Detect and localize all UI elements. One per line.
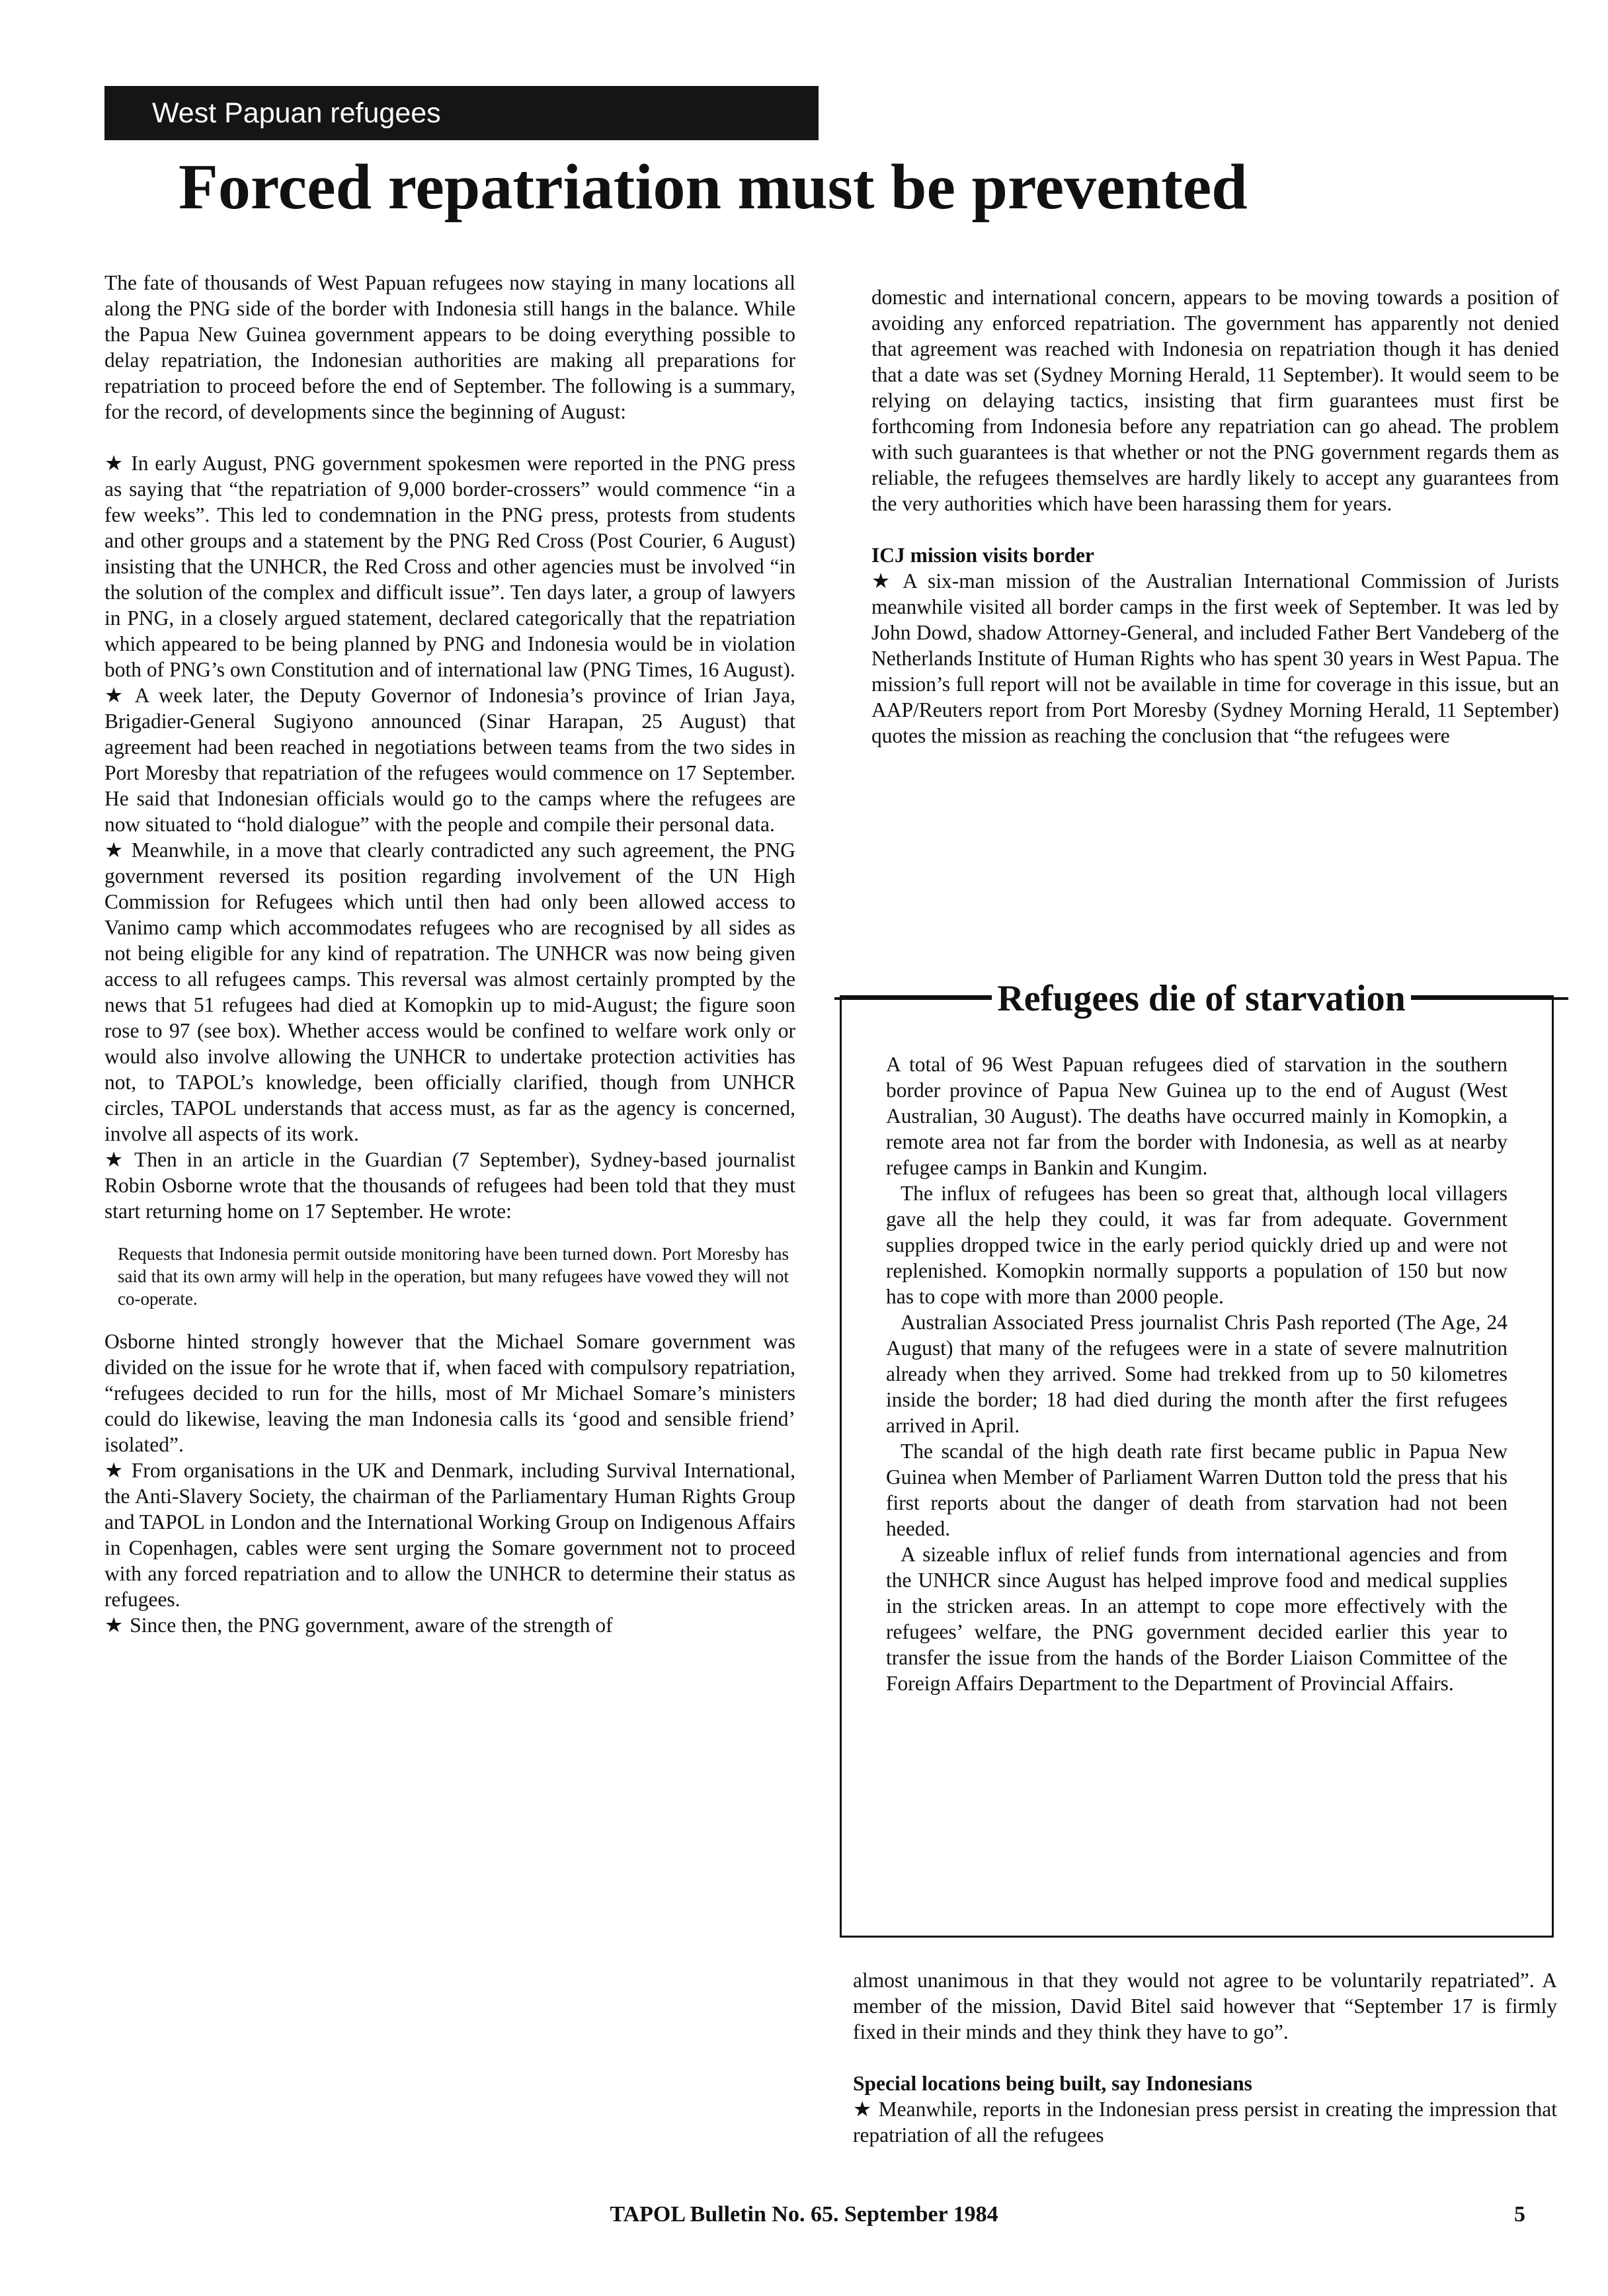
- title-rule-right: [1411, 997, 1568, 1000]
- star-bullet-icon: ★: [104, 684, 128, 707]
- box-paragraph: A sizeable influx of relief funds from international agencies and from the UNHCR since August has helped improve food and medical supplies in the stricken areas. In an attempt to cope more effectively with the refugees’ welfare, the PNG government decided earlier this year to transfer the issue from the hands of the Border Liaison Committee of the Foreign Affairs Department to the Department of Provincial Affairs.: [886, 1543, 1508, 1695]
- box-title: [834, 975, 1568, 1022]
- bullet-paragraph: ★ Since then, the PNG government, aware of the strength of: [104, 1614, 613, 1637]
- right-column-top: [871, 284, 1559, 749]
- box-title-text: Refugees die of starvation: [992, 975, 1410, 1022]
- bullet-paragraph: ★ In early August, PNG government spokesmen were reported in the PNG press as saying that “the repatriation of 9,000 border-crossers” would commence “in a few weeks”. This led to condemnation in the PNG press, protests from students and other groups and a statement by the PNG Red Cross (Post Courier, 6 August) insisting that the UNHCR, the Red Cross and other agencies must be involved “in the solution of the complex and difficult issue”. Ten days later, a group of lawyers in PNG, in a closely argued statement, declared categorically that the repatriation which appeared to be being planned by PNG and Indonesia would be in violation both of PNG’s own Constitution and of international law (PNG Times, 16 August).: [104, 452, 795, 681]
- box-body: [886, 1051, 1508, 1696]
- box-paragraph: The scandal of the high death rate first became public in Papua New Guinea when Member of Parliament Warren Dutton told the press that his first reports about the danger of death from starvation had not been heeded.: [886, 1440, 1508, 1540]
- star-bullet-icon: ★: [853, 2098, 872, 2121]
- star-bullet-icon: ★: [871, 569, 897, 593]
- section-banner: West Papuan refugees: [104, 86, 819, 140]
- intro-paragraph: The fate of thousands of West Papuan refugees now staying in many locations all along the PNG side of the border with Indonesia still hangs in the balance. While the Papua New Guinea government appears to be doing everything possible to delay repatriation, the Indonesian authorities are making all preparations for repatriation to proceed before the end of September. The following is a summary, for the record, of developments since the beginning of August:: [104, 271, 795, 423]
- bullet-paragraph: ★ Meanwhile, reports in the Indonesian press persist in creating the impression that repatriation of all the refugees: [853, 2098, 1557, 2147]
- star-bullet-icon: ★: [104, 839, 125, 862]
- body-paragraph: almost unanimous in that they would not agree to be voluntarily repatriated”. A member of the mission, David Bitel said however that “September 17 is firmly fixed in their minds and they think they have to go”.: [853, 1969, 1557, 2043]
- footer-citation: TAPOL Bulletin No. 65. September 1984: [610, 2202, 998, 2227]
- box-paragraph: Australian Associated Press journalist Chris Pash reported (The Age, 24 August) that many of the refugees were in a state of severe malnutrition already when they arrived. Some had trekked from up to 50 kilometres inside the border; 18 had died during the month after the first refugees arrived in April.: [886, 1311, 1508, 1437]
- subheading-icj-mission: ICJ mission visits border: [871, 544, 1094, 567]
- page-number: 5: [1514, 2202, 1525, 2227]
- block-quote: Requests that Indonesia permit outside monitoring have been turned down. Port Moresby has said that its own army will help in the operation, but many refugees have vowed they will not co-operate.: [118, 1244, 789, 1309]
- box-paragraph: A total of 96 West Papuan refugees died of starvation in the southern border province of Papua New Guinea up to the end of August (West Australian, 30 August). The deaths have occurred mainly in Komopkin, a remote area not far from the border with Indonesia, as well as at nearby refugee camps in Bankin and Kungim.: [886, 1053, 1508, 1179]
- star-bullet-icon: ★: [104, 452, 125, 475]
- bullet-paragraph: ★ A week later, the Deputy Governor of Indonesia’s province of Irian Jaya, Brigadier-General Sugiyono announced (Sinar Harapan, 25 August) that agreement had been reached in negotiations between teams from the two sides in Port Moresby that repatriation of the refugees would commence on 17 September. He said that Indonesian officials would go to the camps where the refugees are now situated to “hold dialogue” with the people and compile their personal data.: [104, 684, 795, 836]
- title-rule-left: [834, 997, 992, 1000]
- left-column: [104, 270, 795, 1638]
- right-column-bottom: [853, 1967, 1557, 2148]
- star-bullet-icon: ★: [104, 1614, 124, 1637]
- star-bullet-icon: ★: [104, 1459, 125, 1482]
- body-paragraph: domestic and international concern, appears to be moving towards a position of avoiding any enforced repatriation. The government has apparently not denied that agreement was reached with Indonesia on repatriation though it has denied that a date was set (Sydney Morning Herald, 11 September). It would seem to be relying on delaying tactics, insisting that firm guarantees must first be forthcoming from Indonesia before any repatriation can go ahead. The problem with such guarantees is that whether or not the PNG government regards them as reliable, the refugees themselves are hardly likely to accept any guarantees from the very authorities which have been harassing them for years.: [871, 286, 1559, 515]
- body-paragraph: Osborne hinted strongly however that the Michael Somare government was divided on the issue for he wrote that if, when faced with compulsory repatriation, “refugees decided to run for the hills, most of Mr Michael Somare’s ministers could do likewise, leaving the man Indonesia calls its ‘good and sensible friend’ isolated”.: [104, 1330, 795, 1456]
- headline: Forced repatriation must be prevented: [179, 151, 1248, 223]
- bullet-paragraph: ★ A six-man mission of the Australian International Commission of Jurists meanwhile visited all border camps in the first week of September. It was led by John Dowd, shadow Attorney-General, and included Father Bert Vandeberg of the Netherlands Institute of Human Rights who has spent 30 years in West Papua. The mission’s full report will not be available in time for coverage in this issue, but an AAP/Reuters report from Port Moresby (Sydney Morning Herald, 11 September) quotes the mission as reaching the conclusion that “the refugees were: [871, 569, 1560, 747]
- bullet-paragraph: ★ From organisations in the UK and Denmark, including Survival International, the Anti-Slavery Society, the chairman of the Parliamentary Human Rights Group and TAPOL in London and the International Working Group on Indigenous Affairs in Copenhagen, cables were sent urging the Somare government not to proceed with any forced repatriation and to allow the UNHCR to determine their status as refugees.: [104, 1459, 795, 1611]
- star-bullet-icon: ★: [104, 1148, 128, 1171]
- bullet-paragraph: ★ Then in an article in the Guardian (7 September), Sydney-based journalist Robin Osborne wrote that the thousands of refugees had been told that they must start returning home on 17 September. He wrote:: [104, 1148, 795, 1223]
- box-paragraph: The influx of refugees has been so great that, although local villagers gave all the help they could, it was far from adequate. Government supplies dropped twice in the early period quickly dried up and were not replenished. Komopkin normally supports a population of 150 but now has to cope with more than 2000 people.: [886, 1182, 1508, 1308]
- subheading-special-locations: Special locations being built, say Indonesians: [853, 2072, 1252, 2095]
- bullet-paragraph: ★ Meanwhile, in a move that clearly contradicted any such agreement, the PNG government reversed its position regarding involvement of the UN High Commission for Refugees which until then had only been allowed access to Vanimo camp which accommodates refugees who are recognised by all sides as not being eligible for any kind of repatration. The UNHCR was now being given access to all refugees camps. This reversal was almost certainly prompted by the news that 51 refugees had died at Komopkin up to mid-August; the figure soon rose to 97 (see box). Whether access would be confined to welfare work only or would also involve allowing the UNHCR to undertake protection activities has not, to TAPOL’s knowledge, been officially clarified, though from UNHCR circles, TAPOL understands that access must, as far as the agency is concerned, involve all aspects of its work.: [104, 839, 795, 1145]
